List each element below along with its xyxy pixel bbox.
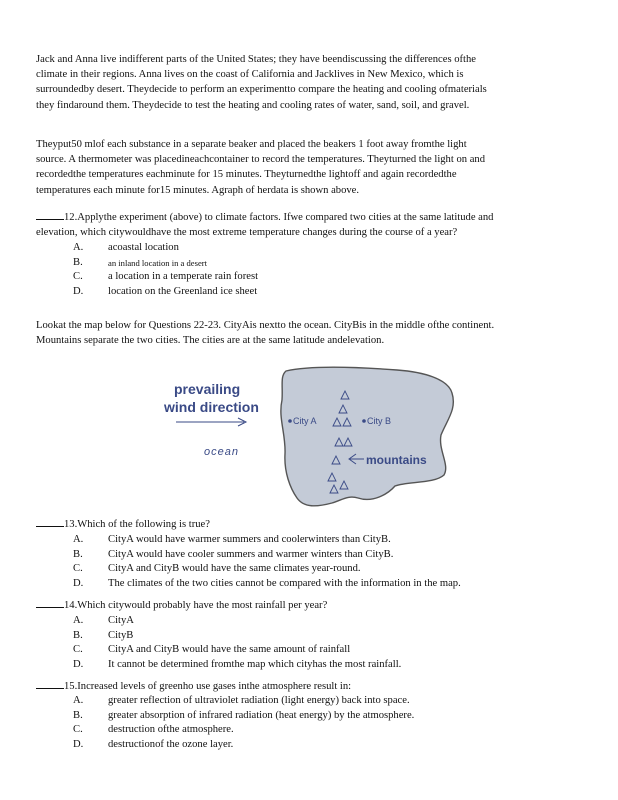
q12-answer-blank[interactable] [36,210,64,220]
q12-stem-continued: elevation, which citywouldhave the most extreme temperature changes during the course of a year? [36,227,458,238]
experiment-line: temperatures each minute for15 minutes. Agraph of herdata is shown above. [36,184,360,196]
q15-stem [36,679,596,694]
map-intro-line: Mountains separate the two cities. The cities are at the same latitude andelevation. [36,335,385,347]
q13-stem [36,517,596,532]
wind-label-line1: prevailing [174,381,241,397]
climate-map [162,362,462,512]
q12-option-b[interactable]: B. an inland location in a desert [73,256,208,268]
ocean-label: ocean [204,446,239,458]
q13-option-d[interactable]: D. The climates of the two cities cannot be compared with the information in the map. [73,577,461,589]
q12-option-c[interactable]: C. a location in a temperate rain forest [73,271,259,283]
q15-answer-blank[interactable] [36,679,64,689]
q13-answer-blank[interactable] [36,517,64,527]
intro-line: Jack and Anna live indifferent parts of the United States; they have beendiscussing the differences ofthe [36,54,476,65]
q12-stem [36,210,596,225]
wind-arrow-icon [176,418,246,426]
q12-stem-text: 12.Applythe experiment (above) to climate factors. Ifwe compared two cities at the same latitude and [64,212,494,223]
q14-option-d[interactable]: D. It cannot be determined fromthe map which cityhas the most rainfall. [73,658,402,670]
intro-line: climate in their regions. Anna lives on the coast of California and Jacklives in New Mexico, which is [36,69,464,81]
q13-options [36,533,596,591]
experiment-paragraph [36,137,584,198]
q15-options [36,694,596,752]
q14-option-c[interactable]: C. CityA and CityB would have the same amount of rainfall [73,644,351,656]
q14-option-a[interactable]: A. CityA [73,615,134,626]
q15-option-b[interactable]: B. greater absorption of infrared radiation (heat energy) by the atmosphere. [73,709,415,721]
experiment-line: Theyput50 mlof each substance in a separate beaker and placed the beakers 1 foot away fromthe light [36,139,467,150]
q15-option-d[interactable]: D. destructionof the ozone layer. [73,738,234,750]
city-a-marker-icon [288,419,292,423]
city-b-marker-icon [362,419,366,423]
continent-shape [281,367,453,506]
q13-option-c[interactable]: C. CityA and CityB would have the same climates year-round. [73,563,361,575]
mountains-label: mountains [366,453,427,467]
q15-option-a[interactable]: A. greater reflection of ultraviolet radiation (light energy) back into space. [73,695,410,706]
q15-stem-text: 15.Increased levels of greenho use gases inthe atmosphere result in: [64,681,352,692]
q13-option-b[interactable]: B. CityA would have cooler summers and warmer winters than CityB. [73,548,394,560]
q14-option-b[interactable]: B. CityB [73,629,134,641]
q14-stem-text: 14.Which citywould probably have the most rainfall per year? [64,600,328,611]
wind-label-line2: wind direction [164,399,259,415]
q13-stem-text: 13.Which of the following is true? [64,519,210,530]
q13-option-a[interactable]: A. CityA would have warmer summers and coolerwinters than CityB. [73,534,391,545]
q12-option-d[interactable]: D. location on the Greenland ice sheet [73,285,258,297]
q12-options [36,241,596,299]
q14-answer-blank[interactable] [36,598,64,608]
city-a-label: City A [293,416,317,426]
map-intro-paragraph [36,318,606,348]
intro-line: they findaround them. Theydecide to test the heating and cooling rates of water, sand, soil, and gravel. [36,99,470,111]
q15-option-c[interactable]: C. destruction ofthe atmosphere. [73,724,234,736]
intro-line: surroundedby desert. Theydecide to perform an experimentto compare the heating and cooling ofmaterials [36,84,487,96]
experiment-line: source. A thermometer was placedineachcontainer to record the temperatures. Theyturned the light on and [36,154,485,166]
q14-stem [36,598,596,613]
intro-paragraph [36,52,584,113]
city-b-label: City B [367,416,392,426]
q12-option-a[interactable]: A. acoastal location [73,242,179,253]
map-intro-line: Lookat the map below for Questions 22-23. CityAis nextto the ocean. CityBis in the middle ofthe continent. [36,320,495,331]
q14-options [36,614,596,672]
experiment-line: recordedthe temperatures eachminute for 15 minutes. Theyturnedthe lightoff and again recordedthe [36,169,457,181]
